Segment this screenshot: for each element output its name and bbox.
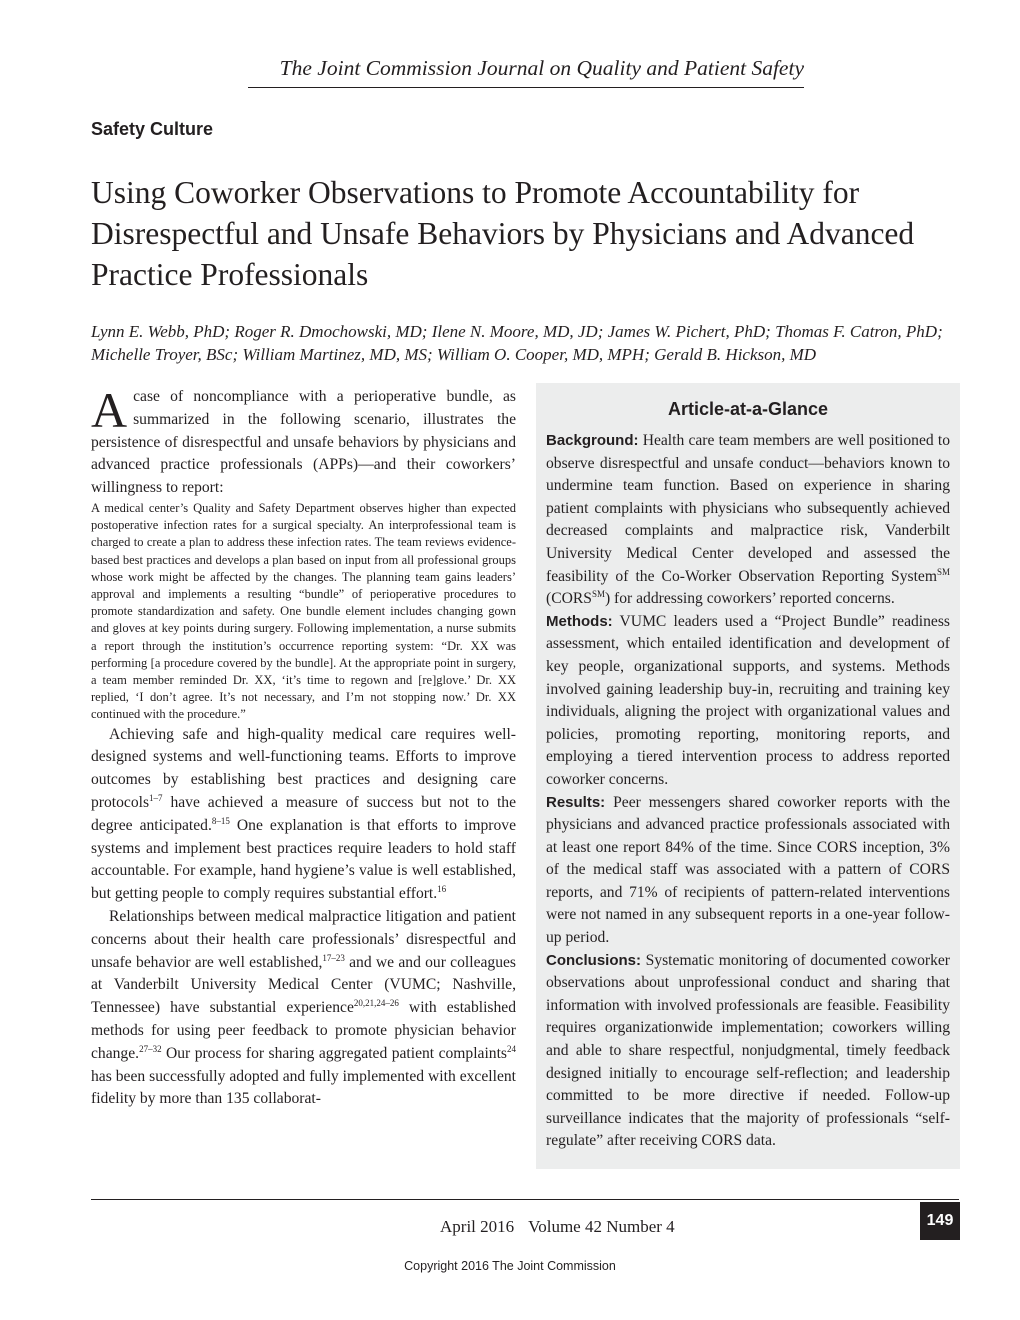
text-run: VUMC leaders used a “Project Bundle” readiness assessment, which entailed identification and development of key people, organizational supports, and systems. Methods involved gaining leadership buy-in, recruiting and training key individuals, aligning the project with organizational values and policies, promoting reporting, monitoring reports, and employing a tiered intervention process to address reported coworker concerns.	[546, 612, 950, 788]
issue-date: April 2016	[440, 1217, 515, 1236]
text-run: Achieving safe and high-quality medical care requires well-designed systems and well-functioning teams. Efforts to improve outcomes by establishing best practices and designing care protocols	[91, 725, 516, 812]
body-paragraph-2	[91, 724, 516, 906]
journal-header: The Joint Commission Journal on Quality and Patient Safety	[248, 56, 804, 88]
citation: 17–23	[322, 952, 345, 963]
text-run: and we and our colleagues at Vanderbilt University Medical Center (VUMC; Nashville, Tennessee) have substantial experience	[91, 953, 516, 1017]
body-column-left	[91, 382, 516, 1111]
glance-conclusions	[546, 950, 950, 1153]
scenario-block: A medical center’s Quality and Safety Department observes higher than expected postoperative infection rates for a surgical specialty. An interprofessional team is charged to create a plan to address these infection rates. The team reviews evidence-based best practices and develops a plan based on input from all professional groups whose work might be affected by the changes. The planning team gains leaders’ approval and implements a resulting “bundle” of perioperative procedures to promote standardization and safety. One bundle element includes changing gown and gloves at key points during surgery. Following implementation, a nurse submits a report through the institution’s occurrence reporting system: “Dr. XX was performing [a procedure covered by the bundle]. At the appropriate point in surgery, a team member reminded Dr. XX, ‘it’s time to regown and [re]glove.’ Dr. XX replied, ‘I don’t agree. It’s not necessary, and I’m not stopping now.’ Dr. XX continued with the procedure.”	[91, 500, 516, 722]
article-at-a-glance-box	[536, 383, 960, 1169]
body-paragraph-3	[91, 906, 516, 1111]
text-run: have achieved a measure of success but not to the degree anticipated.	[91, 794, 516, 834]
methods-label: Methods:	[546, 612, 613, 630]
text-run: ) for addressing coworkers’ reported concerns.	[604, 590, 895, 608]
section-label: Safety Culture	[91, 119, 214, 139]
text-run: Peer messengers shared coworker reports with the physicians and advanced practice professionals associated with at least one report 84% of the time. Since CORS inception, 3% of the medical staff was associated with a pattern of CORS reports, and 71% of recipients of pattern-related interventions were not named in any subsequent reports in a one-year follow-up period.	[546, 793, 950, 947]
text-run: Our process for sharing aggregated patient complaints	[161, 1044, 507, 1062]
page-number: 149	[920, 1202, 960, 1240]
glance-methods	[546, 611, 950, 792]
text-run: Relationships between medical malpractice litigation and patient concerns about their health care professionals’ disrespectful and unsafe behavior are well established,	[91, 908, 516, 971]
author-list: Lynn E. Webb, PhD; Roger R. Dmochowski, MD; Ilene N. Moore, MD, JD; James W. Pichert, PhD; Thomas F. Catron, PhD; Michelle Troyer, BSc; William Martinez, MD, MS; William O. Cooper, MD, MPH; Gerald B. Hickson, MD	[91, 322, 943, 364]
intro-paragraph	[91, 382, 516, 500]
citation: 1–7	[149, 792, 163, 803]
citation: 8–15	[211, 815, 230, 826]
copyright-notice: Copyright 2016 The Joint Commission	[404, 1259, 616, 1273]
intro-text: case of noncompliance with a perioperative bundle, as summarized in the following scenario, illustrates the persistence of disrespectful and unsafe behaviors by physicians and advanced practice professionals (APPs)—and their coworkers’ willingness to report:	[91, 388, 516, 497]
citation: 16	[437, 884, 447, 895]
service-mark: SM	[936, 566, 950, 577]
background-label: Background:	[546, 432, 639, 449]
service-mark: SM	[591, 588, 605, 599]
citation: 20,21,24–26	[353, 998, 399, 1008]
text-run: (CORS	[546, 590, 592, 608]
text-run: has been successfully adopted and fully implemented with excellent fidelity by more than 135 collaborat-	[91, 1067, 516, 1108]
citation: 24	[507, 1043, 516, 1054]
text-run: One explanation is that efforts to improve systems and implement best practices require leaders to hold staff accountable. For example, hand hygiene’s value is well established, but getting people to comply requires substantial effort.	[91, 816, 516, 903]
issue-volume: Volume 42 Number 4	[528, 1217, 675, 1236]
issue-info	[440, 1217, 689, 1237]
text-run: Health care team members are well positioned to observe disrespectful and unsafe conduct—behaviors known to undermine team function. Based on experience in sharing patient complaints with physicians who subsequently achieved decreased complaints and malpractice risk, Vanderbilt University Medical Center developed and assessed the feasibility of the Co-Worker Observation Reporting System	[546, 432, 950, 585]
results-label: Results:	[546, 793, 606, 811]
citation: 27–32	[139, 1043, 162, 1054]
glance-title: Article-at-a-Glance	[667, 399, 829, 419]
conclusions-label: Conclusions:	[546, 951, 642, 969]
text-run: with established methods for using peer feedback to promote physician behavior change.	[91, 999, 516, 1062]
text-run: Systematic monitoring of documented coworker observations about unprofessional conduct and sharing that information with involved professionals are feasible. Feasibility requires organizationwide implementation; coworkers willing and able to share respectful, nonjudgmental, timely feedback designed initially to encourage self-reflection; and leadership committed to be more directive if needed. Follow-up surveillance indicates that the majority of professionals “self-regulate” after receiving CORS data.	[546, 951, 950, 1150]
glance-background	[546, 430, 950, 611]
glance-results	[546, 792, 950, 950]
article-title: Using Coworker Observations to Promote Accountability for Disrespectful and Unsafe Behaviors by Physicians and Advanced Practice Professionals	[91, 175, 915, 292]
drop-cap: A	[91, 382, 128, 438]
footer-divider	[91, 1199, 959, 1200]
